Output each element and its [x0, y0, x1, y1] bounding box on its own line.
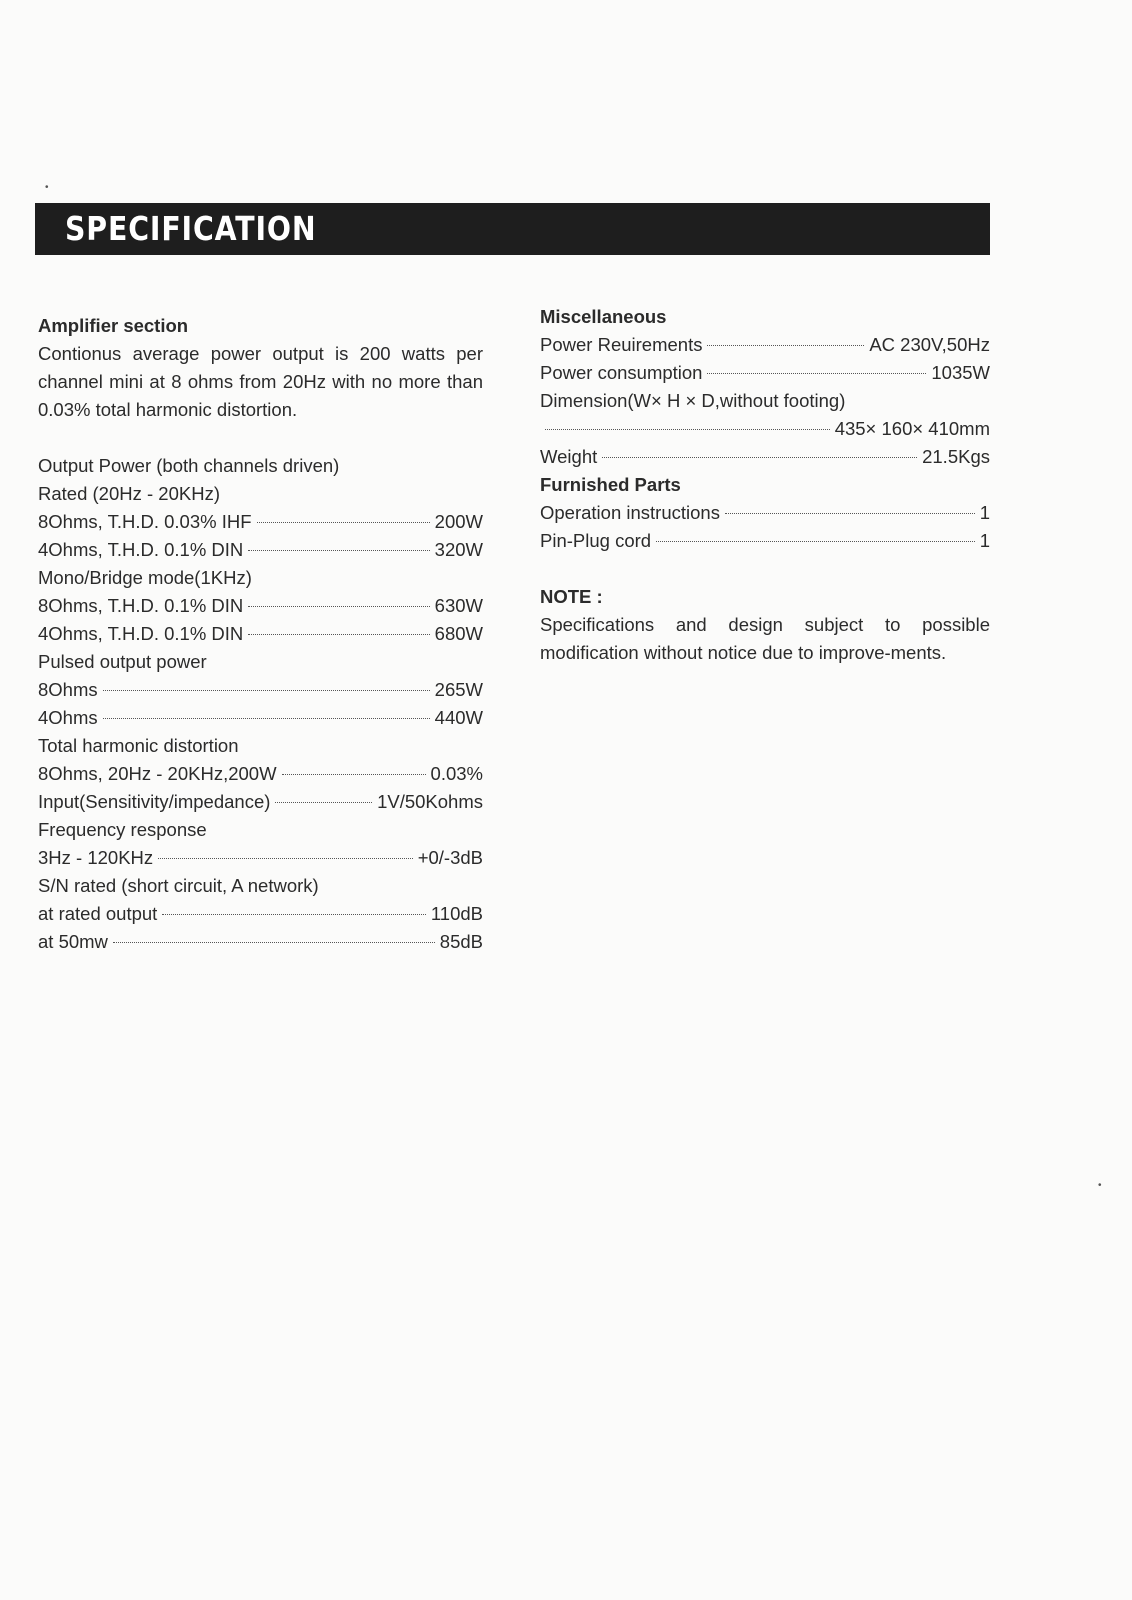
spec-label: Operation instructions — [540, 502, 720, 523]
amplifier-description: Contionus average power output is 200 watts per channel mini at 8 ohms from 20Hz with no more than 0.03% total harmonic distortion. — [38, 343, 483, 420]
spec-label: 8Ohms, T.H.D. 0.03% IHF — [38, 511, 252, 532]
dot-leader — [545, 429, 830, 430]
spec-label: at 50mw — [38, 931, 108, 952]
spec-value: 1035W — [931, 362, 990, 383]
dot-leader — [103, 690, 430, 691]
spec-row-input — [38, 788, 483, 816]
spec-row-instructions — [540, 499, 990, 527]
spec-row-pin-plug — [540, 527, 990, 555]
spec-label: Power consumption — [540, 362, 703, 383]
amplifier-section — [38, 312, 483, 956]
specification-banner — [35, 203, 990, 255]
spec-value: 435× 160× 410mm — [834, 418, 990, 439]
spec-row-dimension — [540, 415, 990, 443]
spacer — [540, 555, 990, 583]
dot-leader — [158, 858, 413, 859]
spec-value: 680W — [434, 623, 483, 644]
spec-row-rated-4ohm — [38, 536, 483, 564]
dot-leader — [113, 942, 435, 943]
spec-value: 200W — [434, 511, 483, 532]
note-heading: NOTE : — [540, 586, 603, 607]
spec-row-freq — [38, 844, 483, 872]
misc-section — [540, 303, 990, 667]
spec-label: 4Ohms — [38, 707, 98, 728]
spec-label: 8Ohms — [38, 679, 98, 700]
spec-value: 630W — [434, 595, 483, 616]
dot-leader — [707, 345, 864, 346]
dot-leader — [248, 606, 429, 607]
spec-row-power-req — [540, 331, 990, 359]
dot-leader — [257, 522, 430, 523]
spec-row-rated-8ohm — [38, 508, 483, 536]
spec-row-power-cons — [540, 359, 990, 387]
spec-row-thd — [38, 760, 483, 788]
pulsed-title: Pulsed output power — [38, 651, 207, 672]
spec-value: 320W — [434, 539, 483, 560]
dot-leader — [248, 634, 429, 635]
dot-leader — [282, 774, 426, 775]
freq-title: Frequency response — [38, 819, 207, 840]
spec-row-sn-50mw — [38, 928, 483, 956]
mono-title: Mono/Bridge mode(1KHz) — [38, 567, 252, 588]
dot-leader — [275, 802, 372, 803]
dot-leader — [103, 718, 430, 719]
spec-row-mono-8ohm — [38, 592, 483, 620]
page-title: SPECIFICATION — [65, 209, 317, 248]
dot-leader — [248, 550, 429, 551]
spec-value: 110dB — [430, 903, 483, 924]
spec-row-pulsed-4ohm — [38, 704, 483, 732]
dimension-label: Dimension(W× H × D,without footing) — [540, 390, 846, 411]
spec-value: 1 — [979, 530, 990, 551]
spacer — [38, 424, 483, 452]
spec-label: Power Reuirements — [540, 334, 703, 355]
speck-mark: • — [1098, 1180, 1102, 1191]
sn-title: S/N rated (short circuit, A network) — [38, 875, 319, 896]
dot-leader — [656, 541, 975, 542]
spec-value: 21.5Kgs — [922, 446, 990, 467]
rated-title: Rated (20Hz - 20KHz) — [38, 483, 220, 504]
dot-leader — [602, 457, 917, 458]
spec-value: 265W — [434, 679, 483, 700]
output-power-title: Output Power (both channels driven) — [38, 455, 340, 476]
spec-label: Pin-Plug cord — [540, 530, 652, 551]
furnished-heading: Furnished Parts — [540, 474, 681, 495]
spec-value: 85dB — [439, 931, 483, 952]
thd-title: Total harmonic distortion — [38, 735, 239, 756]
amplifier-heading: Amplifier section — [38, 315, 189, 336]
spec-value: 0.03% — [430, 763, 483, 784]
spec-value: +0/-3dB — [417, 847, 483, 868]
spec-row-pulsed-8ohm — [38, 676, 483, 704]
spec-value: 1 — [979, 502, 990, 523]
dot-leader — [725, 513, 975, 514]
spec-row-mono-4ohm — [38, 620, 483, 648]
spec-label: 3Hz - 120KHz — [38, 847, 154, 868]
spec-value: 1V/50Kohms — [377, 791, 483, 812]
speck-mark: • — [45, 182, 49, 193]
dot-leader — [707, 373, 926, 374]
spec-label: 4Ohms, T.H.D. 0.1% DIN — [38, 623, 244, 644]
misc-heading: Miscellaneous — [540, 306, 667, 327]
spec-label: 8Ohms, T.H.D. 0.1% DIN — [38, 595, 244, 616]
spec-label: Weight — [540, 446, 598, 467]
spec-value: AC 230V,50Hz — [869, 334, 990, 355]
note-text: Specifications and design subject to possible modification without notice due to improve-ments. — [540, 614, 990, 663]
spec-row-weight — [540, 443, 990, 471]
spec-row-sn-rated — [38, 900, 483, 928]
spec-value: 440W — [434, 707, 483, 728]
spec-label: Input(Sensitivity/impedance) — [38, 791, 271, 812]
spec-label: at rated output — [38, 903, 158, 924]
dot-leader — [162, 914, 426, 915]
spec-label: 4Ohms, T.H.D. 0.1% DIN — [38, 539, 244, 560]
spec-label: 8Ohms, 20Hz - 20KHz,200W — [38, 763, 277, 784]
